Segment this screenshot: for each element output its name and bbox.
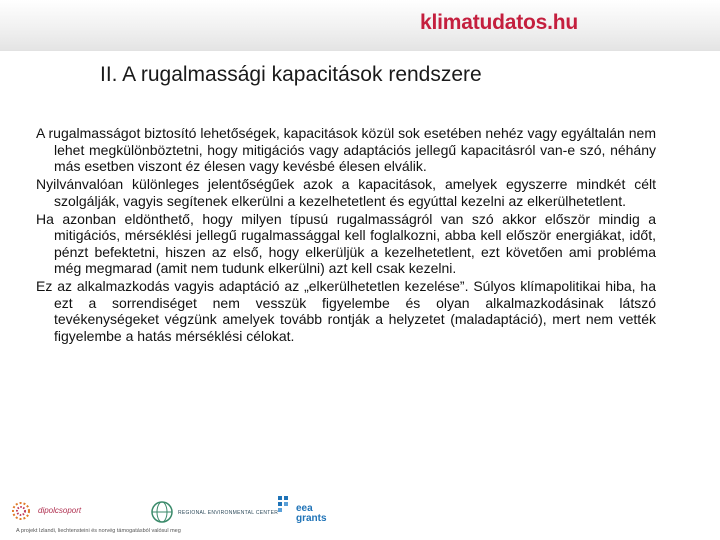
- header-band: [0, 0, 720, 50]
- slide-title: II. A rugalmassági kapacitások rendszere: [100, 63, 482, 86]
- footer-caption: A projekt Izlandi, liechtensteini és norvég támogatásból valósul meg: [16, 528, 181, 534]
- footer-logos: [0, 490, 720, 540]
- eea-word: eea: [296, 503, 313, 514]
- dipol-swirl-icon: [10, 500, 32, 522]
- paragraph-1: A rugalmasságot biztosító lehetőségek, kapacitások közül sok esetében nehéz vagy egyáltalán nem lehet megkülönböztetni, hogy mitigációs vagy adaptációs jellegű kapacitásról van-e szó, néhány más esetben viszont éz élesen vagy kevésbé élesen elválik.: [36, 125, 656, 174]
- eea-grants-text: [296, 504, 327, 524]
- header-divider: [0, 50, 720, 51]
- rec-globe-icon: [150, 500, 174, 524]
- brand-logo[interactable]: klimatudatos.hu: [420, 11, 579, 34]
- eea-grants-icon: [276, 494, 298, 524]
- eea-grants-logo: [276, 492, 336, 530]
- paragraph-3: Ha azonban eldönthető, hogy milyen típusú rugalmasságról van szó akkor először mindig a mitigációs, mérséklési jellegű rugalmassággal kell foglalkozni, abba kell először energiákat, időt, pénzt befektetni, hiszen az első, hogy elkerüljük a kezelhetetlent, ezt követően ami probléma még megmarad (amit nem tudunk elkerülni) azt kell csak kezelni.: [36, 210, 656, 276]
- rec-logo-text: REGIONAL ENVIRONMENTAL CENTER: [178, 510, 279, 516]
- slide-body: [36, 125, 656, 346]
- dipol-logo: [10, 500, 120, 526]
- grants-word: grants: [296, 513, 327, 524]
- paragraph-4: Ez az alkalmazkodás vagyis adaptáció az „elkerülhetetlen kezelése”. Súlyos klímapolitikai hiba, ha ezt a sorrendiséget nem vesszük figyelembe és olyan alkalmazkodásinak látszó tevékenységeket végzünk amelyek tovább rontják a helyzetet (maladaptáció), mert nem vették figyelembe a hatás mérséklési célokat.: [36, 278, 656, 344]
- rec-logo: [150, 500, 279, 526]
- dipol-logo-text: dipolcsoport: [38, 506, 82, 515]
- paragraph-2: Nyilvánvalóan különleges jelentőségűek azok a kapacitások, amelyek egyszerre mindkét célt szolgálják, vagyis segítenek elkerülni a kezelhetetlent és egyúttal kezelni az elkerülhetetlent.: [36, 176, 656, 209]
